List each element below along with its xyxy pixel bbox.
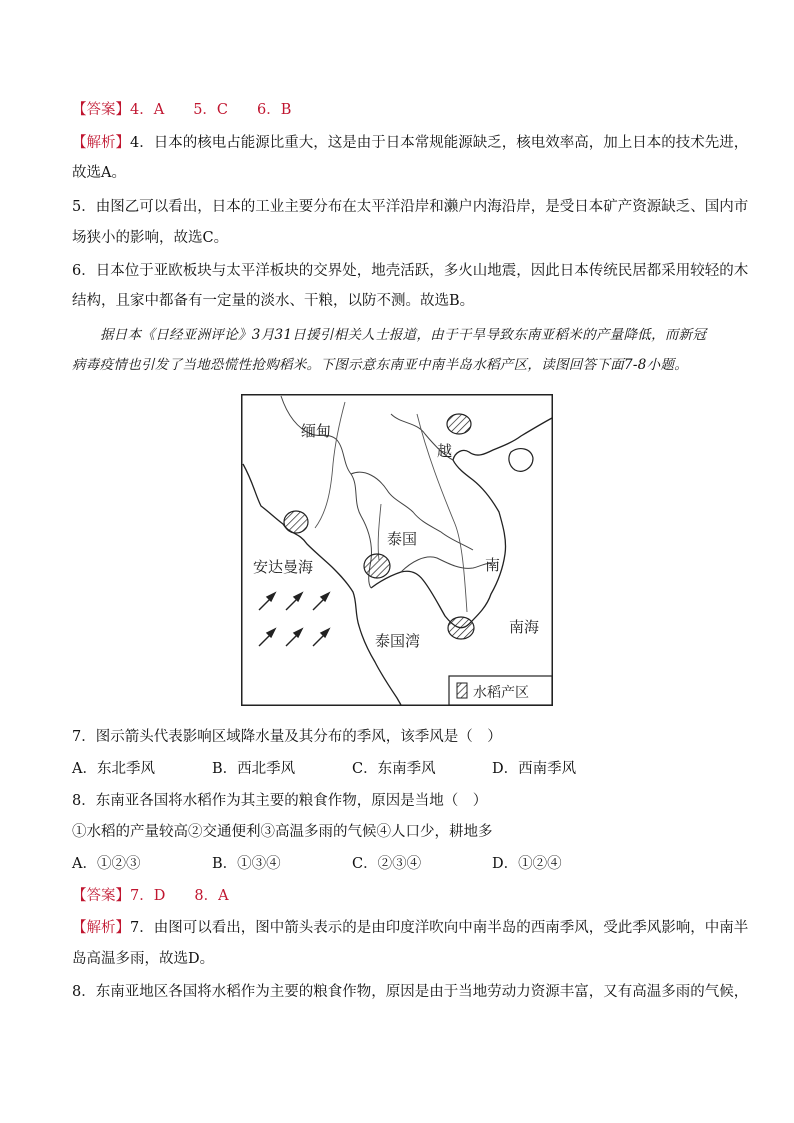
answer-tag-2: 【答案】 bbox=[72, 888, 130, 904]
label-south: 南 bbox=[485, 556, 501, 574]
q8-choices: ①水稻的产量较高②交通便利③高温多雨的气候④人口少，耕地多 bbox=[72, 824, 493, 840]
analysis-q4-line1 bbox=[72, 133, 748, 153]
label-myanmar: 缅甸 bbox=[301, 422, 332, 440]
legend-label: 水稻产区 bbox=[473, 685, 529, 701]
answer-line-2 bbox=[72, 886, 229, 906]
passage-line1: 据日本《日经亚洲评论》3月31日援引相关人士报道，由于干旱导致东南亚稻米的产量降低，而新冠 bbox=[100, 327, 707, 343]
q7-stem: 7．图示箭头代表影响区域降水量及其分布的季风，该季风是（ ） bbox=[72, 729, 502, 745]
label-gulf-of-thailand: 泰国湾 bbox=[375, 632, 421, 650]
label-thailand: 泰国 bbox=[387, 530, 418, 548]
analysis-tag-2: 【解析】 bbox=[72, 920, 130, 936]
rice-region-chao-phraya bbox=[364, 554, 390, 578]
q7-option-d: D．西南季风 bbox=[492, 761, 577, 777]
analysis-q5-line1: 5．由图乙可以看出，日本的工业主要分布在太平洋沿岸和濑户内海沿岸，是受日本矿产资源缺乏、国内市 bbox=[72, 199, 749, 215]
passage-line2: 病毒疫情也引发了当地恐慌性抢购稻米。下图示意东南亚中南半岛水稻产区，读图回答下面7-8小题。 bbox=[72, 357, 689, 373]
rice-region-mekong-delta bbox=[448, 617, 474, 639]
answer-text: 4．A 5．C 6．B bbox=[130, 102, 292, 118]
analysis-q5-line2: 场狭小的影响，故选C。 bbox=[72, 230, 229, 246]
analysis-q7-line1 bbox=[72, 918, 748, 938]
analysis-tag: 【解析】 bbox=[72, 135, 130, 151]
indochina-rice-map bbox=[241, 394, 553, 706]
q8-option-c: C．②③④ bbox=[352, 856, 422, 872]
label-vietnam: 越 bbox=[437, 442, 453, 460]
answer-tag: 【答案】 bbox=[72, 102, 130, 118]
q8-stem: 8．东南亚各国将水稻作为其主要的粮食作物，原因是当地（ ） bbox=[72, 793, 488, 809]
q8-option-b: B．①③④ bbox=[212, 856, 281, 872]
analysis-q6-line2: 结构，且家中都备有一定量的淡水、干粮，以防不测。故选B。 bbox=[72, 293, 475, 309]
analysis-q8-line1: 8．东南亚地区各国将水稻作为主要的粮食作物，原因是由于当地劳动力资源丰富，又有高温多雨的气候， bbox=[72, 984, 749, 1000]
q7-option-c: C．东南季风 bbox=[352, 761, 436, 777]
analysis-q7-line2: 岛高温多雨，故选D。 bbox=[72, 951, 215, 967]
q8-option-d: D．①②④ bbox=[492, 856, 562, 872]
q8-option-a: A．①②③ bbox=[72, 856, 141, 872]
answer-line-1 bbox=[72, 100, 291, 120]
label-south-china-sea: 南海 bbox=[509, 618, 540, 636]
label-andaman-sea: 安达曼海 bbox=[253, 558, 314, 576]
analysis-q7-text: 7．由图可以看出，图中箭头表示的是由印度洋吹向中南半岛的西南季风，受此季风影响，中南半 bbox=[130, 920, 749, 936]
rice-region-red-river bbox=[447, 414, 471, 434]
q7-option-b: B．西北季风 bbox=[212, 761, 296, 777]
analysis-q4-text: 4．日本的核电占能源比重大，这是由于日本常规能源缺乏，核电效率高，加上日本的技术先进， bbox=[130, 135, 749, 151]
q7-option-a: A．东北季风 bbox=[72, 761, 155, 777]
analysis-q6-line1: 6．日本位于亚欧板块与太平洋板块的交界处，地壳活跃，多火山地震，因此日本传统民居都采用较轻的木 bbox=[72, 263, 749, 279]
analysis-q4-line2: 故选A。 bbox=[72, 165, 126, 181]
rice-region-irrawaddy bbox=[284, 511, 308, 533]
answer-text-2: 7．D 8．A bbox=[130, 888, 229, 904]
legend-hatch-icon bbox=[457, 683, 467, 698]
